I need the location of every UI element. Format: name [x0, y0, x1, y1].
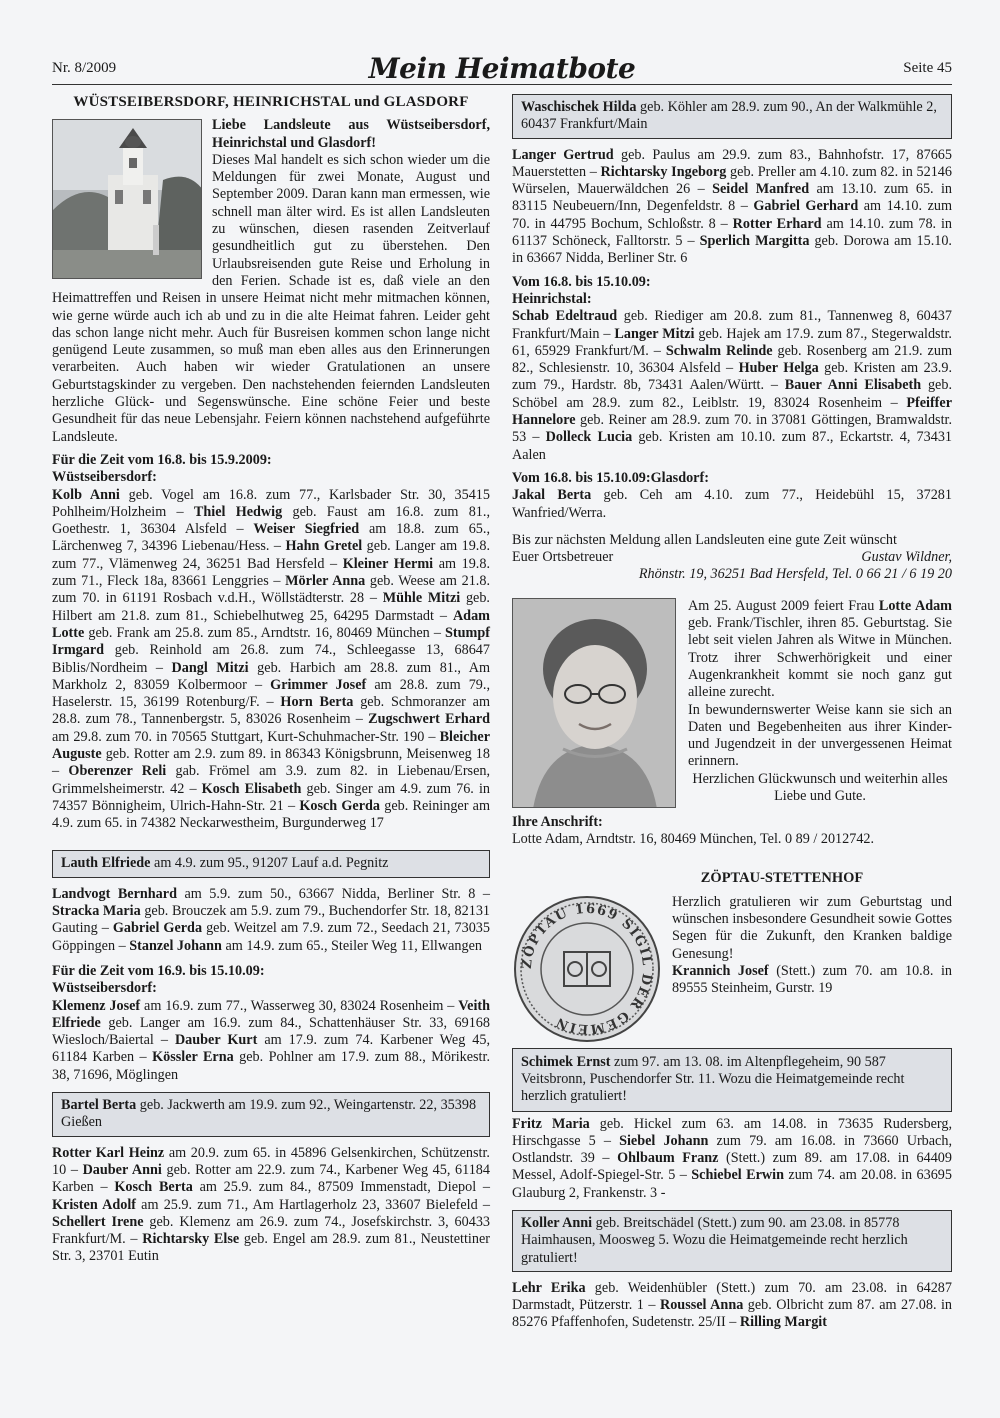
place-heading-1: Wüstseibersdorf:: [52, 469, 157, 486]
left-column: [52, 90, 490, 1266]
zoeptau-intro: Herzlich gratulieren wir zum Geburtstag und wünschen insbesondere Gesundheit sowie Gottes Segen für die Zukunft, den Kranken baldige Genesung!: [672, 893, 952, 962]
birthday-list-5: Langer Gertrud geb. Paulus am 29.9. zum 83., Bahnhofstr. 17, 87665 Mauerstetten – Richtarsky Ingeborg geb. Preller am 4.10. zum 82. in 52146 Würselen, Mauerwäldchen 26 – Seidel Manfred am 13.10. zum 65. in 83115 Neubeuern/Inn, Degenfeldstr. 8 – Gabriel Gerhard am 14.10. zum 70. in 44795 Bochum, Schloßstr. 8 – Rotter Erhard am 14.10. zum 78. in 61137 Schöneck, Falltorstr. 5 – Sperlich Margitta geb. Dorowa am 15.10. in 63667 Nidda, Berliner Str. 6: [512, 146, 953, 267]
period-heading-2: Für die Zeit vom 16.9. bis 15.10.09:: [52, 962, 265, 979]
seal-inscription: ZÖPTAU 1669 SIGIL DER GEMEIN: [519, 901, 655, 1037]
seal-emblem: [512, 894, 662, 1044]
masthead-logo: Mein Heimatbote: [368, 52, 636, 85]
address-heading: Ihre Anschrift:: [512, 813, 603, 830]
period-heading-3: Vom 16.8. bis 15.10.09:: [512, 273, 651, 290]
birthday-list-2: Landvogt Bernhard am 5.9. zum 50., 63667 Nidda, Berliner Str. 8 – Stracka Maria geb. Brouczek am 5.9. zum 79., Buchendorfer Str. 18, 82131 Gauting – Gabriel Gerda geb. Weitzel am 7.9. zum 72., Seedach 21, 73035 Göppingen – Stanzel Johann am 14.9. zum 65., Steiler Weg 11, Ellwangen: [52, 885, 491, 954]
signer-address: Rhönstr. 19, 36251 Bad Hersfeld, Tel. 0 66 21 / 6 19 20: [638, 566, 952, 583]
section-title: WÜSTSEIBERSDORF, HEINRICHSTAL und GLASDORF: [73, 94, 469, 110]
birthday-list-6: Schab Edeltraud geb. Riediger am 20.8. zum 81., Tannenweg 8, 60437 Frankfurt/Main – Langer Mitzi geb. Hajek am 17.9. zum 87., Stegerwaldstr. 61, 65929 Frankfurt/M. – Schwalm Relinde geb. Rosenberg am 21.9. zum 82., Schlesienstr. 10, 36304 Alsfeld – Huber Helga geb. Kristen am 23.9. zum 79., Hardstr. 8b, 73431 Aalen/Württ. – Bauer Anni Elisabeth geb. Schöbel am 28.9. zum 82., Leiblstr. 19, 83024 Rosenheim – Pfeiffer Hannelore geb. Reiner am 28.9. zum 70. in 37081 Göttingen, Bramwaldstr. 53 – Dolleck Lucia geb. Kristen am 10.10. zum 87., Eckartstr. 4, 73431 Aalen: [512, 308, 953, 463]
closing-signoff: Euer Ortsbetreuer Gustav Wildner,: [512, 549, 952, 566]
lotte-adam-text: Am 25. August 2009 feiert Frau Lotte Adam geb. Frank/Tischler, ihren 85. Geburtstag. Sie lebt seit vielen Jahren als Witwe in München. Trotz ihrer Schwerhörigkeit und einer Augenkrankheit kommt sie noch ganz gut alleine zurecht.: [688, 597, 952, 701]
greeting: Liebe Landsleute aus Wüstseibersdorf, Heinrichstal und Glasdorf!: [212, 117, 490, 151]
place-heading-2: Wüstseibersdorf:: [52, 980, 157, 997]
birthday-list-3: Klemenz Josef am 16.9. zum 77., Wasserweg 30, 83024 Rosenheim – Veith Elfriede geb. Langer am 16.9. zum 84., Schattenhäuser Str. 33, 69168 Wiesloch/Baiertal – Dauber Kurt am 17.9. zum 74. Karbener Weg 45, 61184 Karben – Kössler Erna geb. Pohlner am 17.9. zum 88., Mörikestr. 38, 71696, Möglingen: [52, 997, 491, 1083]
highlight-box-lauth: Lauth Elfriede am 4.9. zum 95., 91207 Lauf a.d. Pegnitz: [52, 850, 490, 877]
highlight-box-schimek: Schimek Ernst zum 97. am 13. 08. im Altenpflegeheim, 90 587 Veitsbronn, Puschendorfer Str. 11. Wozu die Heimatgemeinde recht herzlich gratuliert!: [512, 1048, 952, 1112]
highlight-box-koller: Koller Anni geb. Breitschädel (Stett.) zum 90. am 23.08. in 85778 Haimhausen, Moosweg 5. Wozu die Heimatgemeinde recht herzlich gratuliert!: [512, 1210, 952, 1272]
zoeptau-section-title: ZÖPTAU-STETTENHOF: [700, 870, 864, 887]
issue-number: Nr. 8/2009: [52, 60, 117, 76]
birthday-list-4: Rotter Karl Heinz am 20.9. zum 65. in 45896 Gelsenkirchen, Schützenstr. 10 – Dauber Anni geb. Rotter am 22.9. zum 74., Karbener Weg 45, 61184 Karben – Kosch Berta am 25.9. zum 84., 87509 Immenstadt, Diepol – Kristen Adolf am 25.9. zum 71., Am Hartlagerholz 23, 33607 Bielefeld – Schellert Irene geb. Klemenz am 26.9. zum 74., Josefskirchstr. 3, 60433 Frankfurt/M. – Richtarsky Else geb. Engel am 28.9. zum 81., Neustettiner Str. 3, 23701 Eutin: [52, 1144, 491, 1265]
intro-text: Dieses Mal handelt es sich schon wieder um die Meldungen für zwei Monate, August und September 2009. Daran kann man ermessen, wie schnell man älter wird. Es ist allen Landsleuten zu wünschen, diesen rasenden Zeitverlauf gesundheitlich gut zu überstehen. Den Urlaubsreisenden gute Reise und Erholung in den Ferien. Schade ist es, daß viele an den Heimattreffen und Reisen in unsere Heimat nicht mehr mitmachen können, wie gerne würde auch ich ab und zu in die alte Heimat fahren. Leider geht das schon lange nicht mehr. Auch für Busreisen kommen schon lange nicht genügend Leute zusammen, so muß man eben alles aus den Erinnerungen verarbeiten. Auch haben wir wieder Gratulationen an unsere Geburtstagskinder zu vergeben. Den nachstehenden feiernden Landsleuten herzliche Glück- und Segenswünsche. Eine schöne Feier und beste Gesundheit für das neue Lebensjahr. Feiern können nachstehend aufgeführte Landsleute.: [52, 151, 490, 445]
period-heading-4: Vom 16.8. bis 15.10.09:Glasdorf:: [512, 469, 709, 486]
seal-image: [512, 894, 662, 1044]
birthday-list-1: Kolb Anni geb. Vogel am 16.8. zum 77., Karlsbader Str. 30, 35415 Pohlheim/Holzheim – Thiel Hedwig geb. Faust am 16.8. zum 81., Goethestr. 1, 36304 Alsfeld – Weiser Siegfried am 18.8. zum 65., Lärchenweg 7, 34396 Liebenau/Hess. – Hahn Gretel geb. Langer am 19.8. zum 77., Vlämenweg 24, 36251 Bad Hersfeld – Kleiner Hermi am 19.8. zum 71., Fleck 18a, 83661 Lenggries – Mörler Anna geb. Weese am 21.8. zum 70. in 61191 Rosbach v.d.H., Wöllstädterstr. 28 – Mühle Mitzi geb. Hilbert am 21.8. zum 81., Schiebelhutweg 25, 64295 Darmstadt – Adam Lotte geb. Frank am 25.8. zum 85., Arndtstr. 16, 80469 München – Stumpf Irmgard geb. Reinhold am 26.8. zum 74., Schleegasse 13, 68647 Biblis/Nordheim – Dangl Mitzi geb. Harbich am 28.8. zum 81., Am Markholz 2, 83059 Kolbermoor – Grimmer Josef am 28.8. zum 79., Haselerstr. 15, 36199 Rotenburg/F. – Horn Berta geb. Schmoranzer am 28.8. zum 78., Tannenbergstr. 5, 83026 Rosenheim – Zugschwert Erhard am 29.8. zum 70. in 70565 Stuttgart, Kurt-Schuhmacher-Str. 190 – Bleicher Auguste geb. Rotter am 2.9. zum 89. in 86343 Königsbrunn, Meisenweg 18 – Oberenzer Reli gab. Frömel am 3.9. zum 82. in Liebenau/Ersen, Grimmelsheimerstr. 42 – Kosch Elisabeth geb. Singer am 4.9. zum 76. in 74357 Bönnigheim, Ulrich-Hahn-Str. 21 – Kosch Gerda geb. Reininger am 4.9. zum 65. in 74382 Neckarwestheim, Burgunderweg 17: [52, 486, 491, 832]
birthday-list-7: Jakal Berta geb. Ceh am 4.10. zum 77., Heidebühl 15, 37281 Wanfried/Werra.: [512, 487, 952, 521]
portrait-image: [513, 599, 676, 808]
highlight-box-waschischek: Waschischek Hilda geb. Köhler am 28.9. zum 90., An der Walkmühle 2, 60437 Frankfurt/Main: [512, 94, 952, 139]
page-number: Seite 45: [903, 60, 952, 76]
closing-text: Bis zur nächsten Meldung allen Landsleuten eine gute Zeit wünscht: [512, 531, 897, 548]
lotte-adam-text-3: Herzlichen Glückwunsch und weiterhin alles Liebe und Gute.: [692, 770, 948, 804]
lotte-adam-feature: [512, 598, 952, 849]
right-column: [512, 90, 952, 1332]
signer-name: Gustav Wildner,: [861, 549, 952, 566]
page-header: [52, 52, 952, 88]
address-text: Lotte Adam, Arndtstr. 16, 80469 München, Tel. 0 89 / 2012742.: [512, 831, 875, 848]
church-image: [53, 120, 202, 279]
header-rule: [52, 84, 952, 85]
highlight-box-bartel: Bartel Berta geb. Jackwerth am 19.9. zum 92., Weingartenstr. 22, 35398 Gießen: [52, 1092, 490, 1137]
birthday-list-9: Fritz Maria geb. Hickel zum 63. am 14.08. in 73635 Rudersberg, Hirschgasse 5 – Siebel Johann zum 79. am 16.08. in 73660 Urbach, Ostlandstr. 39 – Ohlbaum Franz (Stett.) zum 89. am 17.08. in 64409 Messel, Adolf-Spiegel-Str. 5 – Schiebel Erwin zum 74. am 20.08. in 63695 Glauburg 2, Frankenstr. 3 -: [512, 1115, 952, 1201]
church-photo: [52, 119, 202, 279]
lotte-adam-photo: [512, 598, 676, 808]
birthday-list-8: Krannich Josef (Stett.) zum 70. am 10.8. in 89555 Steinheim, Gurstr. 19: [672, 962, 952, 997]
place-heading-3: Heinrichstal:: [512, 290, 592, 307]
period-heading-1: Für die Zeit vom 16.8. bis 15.9.2009:: [52, 451, 272, 468]
lotte-adam-text-2: In bewundernswerter Weise kann sie sich an Daten und Begebenheiten aus ihrer Kinder- und Jugendzeit in der unvergessenen Heimat erinnern.: [688, 701, 952, 770]
birthday-list-10: Lehr Erika geb. Weidenhübler (Stett.) zum 70. am 23.08. in 64287 Darmstadt, Pützerstr. 1 – Roussel Anna geb. Olbricht zum 87. am 27.08. in 85276 Pfaffenhofen, Sudetenstr. 25/II – Rilling Margit: [512, 1279, 953, 1331]
